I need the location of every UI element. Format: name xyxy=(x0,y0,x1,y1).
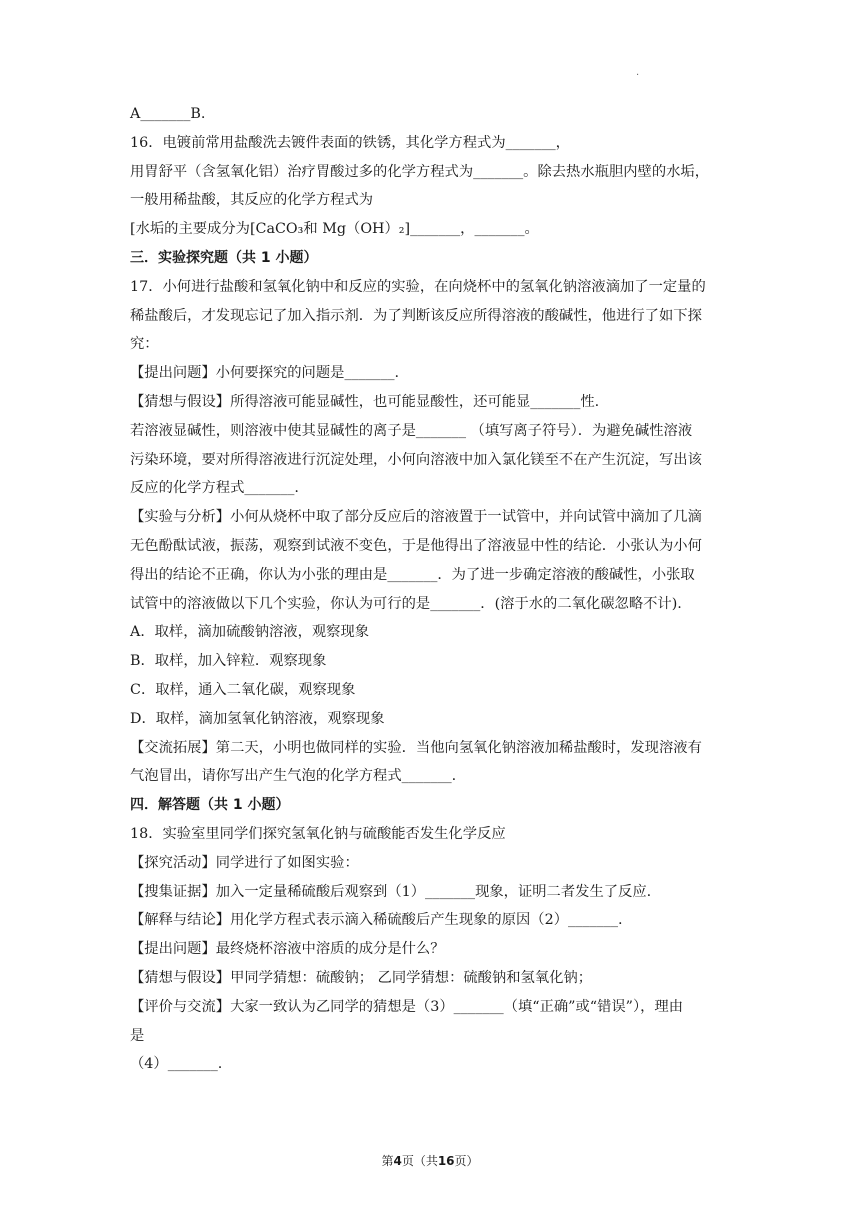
section-heading: 四．解答题（共 1 小题） xyxy=(130,797,290,814)
text-line: 【搜集证据】加入一定量稀硫酸后观察到（1）_______现象，证明二者发生了反应. xyxy=(130,883,652,900)
text-line: 究： xyxy=(130,336,159,353)
text-line: 【交流拓展】第二天，小明也做同样的实验．当他向氢氧化钠溶液加稀盐酸时，发现溶液有 xyxy=(130,739,702,756)
text-line: 是 xyxy=(130,1027,145,1044)
text-line: 稀盐酸后，才发现忘记了加入指示剂．为了判断该反应所得溶液的酸碱性，他进行了如下探 xyxy=(130,307,702,324)
text-line: 17．小何进行盐酸和氢氧化钠中和反应的实验，在向烧杯中的氢氧化钠溶液滴加了一定量的 xyxy=(130,278,706,295)
text-line: 污染环境，要对所得溶液进行沉淀处理，小何向溶液中加入氯化镁至不在产生沉淀，写出该 xyxy=(130,451,702,468)
text-line: B．取样，加入锌粒．观察现象 xyxy=(130,653,327,670)
text-line: 【猜想与假设】所得溶液可能显碱性，也可能显酸性，还可能显_______性. xyxy=(130,393,600,410)
footer-page-number: 4 xyxy=(393,1154,402,1168)
text-line: 得出的结论不正确，你认为小张的理由是_______．为了进一步确定溶液的酸碱性，小张取 xyxy=(130,566,695,583)
text-line: A_______B. xyxy=(130,106,206,122)
footer-total-pages: 16 xyxy=(437,1154,455,1168)
text-line: [水垢的主要成分为[CaCO₃和 Mg（OH）₂]_______，_______。 xyxy=(130,221,539,238)
document-body xyxy=(130,100,735,1079)
text-line: 反应的化学方程式_______. xyxy=(130,480,299,497)
text-line: 18．实验室里同学们探究氢氧化钠与硫酸能否发生化学反应 xyxy=(130,825,506,842)
text-line: 【实验与分析】小何从烧杯中取了部分反应后的溶液置于一试管中，并向试管中滴加了几滴 xyxy=(130,509,702,526)
section-heading: 三．实验探究题（共 1 小题） xyxy=(130,249,318,266)
footer-prefix: 第 xyxy=(381,1154,394,1168)
text-line: 16．电镀前常用盐酸洗去镀件表面的铁锈，其化学方程式为_______， xyxy=(130,134,570,151)
page-footer xyxy=(0,1152,860,1169)
footer-middle: 页（共 xyxy=(401,1154,438,1168)
text-line: 【提出问题】最终烧杯溶液中溶质的成分是什么？ xyxy=(130,941,445,958)
footer-suffix: 页） xyxy=(454,1154,479,1168)
text-line: 无色酚酞试液，振荡，观察到试液不变色，于是他得出了溶液显中性的结论．小张认为小何 xyxy=(130,537,702,554)
text-line: D．取样，滴加氢氧化钠溶液，观察现象 xyxy=(130,710,385,727)
text-line: 【探究活动】同学进行了如图实验： xyxy=(130,854,359,871)
text-line: 【评价与交流】大家一致认为乙同学的猜想是（3）_______（填“正确”或“错误”），理由 xyxy=(130,998,684,1015)
text-line: 【提出问题】小何要探究的问题是_______. xyxy=(130,365,400,382)
text-line: C．取样，通入二氧化碳，观察现象 xyxy=(130,681,356,698)
text-line: 用胃舒平（含氢氧化铝）治疗胃酸过多的化学方程式为_______。除去热水瓶胆内壁的水垢， xyxy=(130,163,710,180)
text-line: 【猜想与假设】甲同学猜想：硫酸钠； 乙同学猜想：硫酸钠和氢氧化钠； xyxy=(130,969,593,986)
text-line: 气泡冒出，请你写出产生气泡的化学方程式_______. xyxy=(130,768,457,785)
text-line: 【解释与结论】用化学方程式表示滴入稀硫酸后产生现象的原因（2）_______. xyxy=(130,912,623,929)
text-line: 试管中的溶液做以下几个实验，你认为可行的是_______．(溶于水的二氧化碳忽略不计). xyxy=(130,595,682,612)
text-line: 一般用稀盐酸，其反应的化学方程式为 xyxy=(130,192,374,209)
text-line: 若溶液显碱性，则溶液中使其显碱性的离子是_______ （填写离子符号）．为避免碱性溶液 xyxy=(130,422,693,439)
text-line: A．取样，滴加硫酸钠溶液，观察现象 xyxy=(130,624,370,641)
corner-mark: · xyxy=(636,70,640,81)
text-line: （4）_______. xyxy=(130,1056,223,1073)
